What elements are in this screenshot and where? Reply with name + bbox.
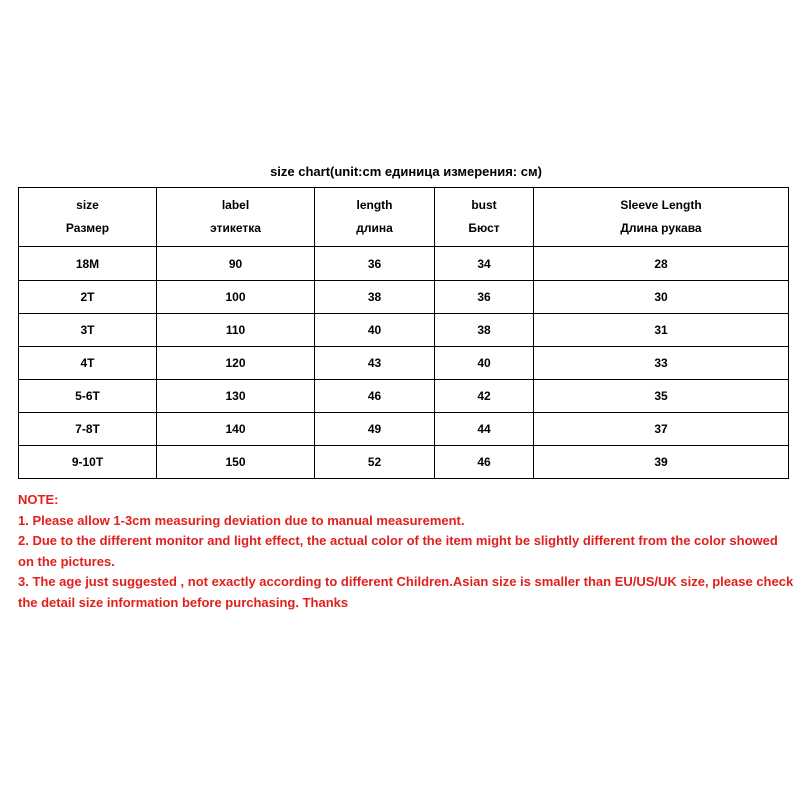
cell-length: 49 bbox=[315, 413, 435, 446]
header-bust bbox=[435, 188, 534, 247]
header-label-en: size bbox=[76, 198, 99, 212]
notes-section bbox=[18, 490, 794, 613]
cell-length: 52 bbox=[315, 446, 435, 479]
table-row bbox=[19, 247, 789, 281]
cell-length: 46 bbox=[315, 380, 435, 413]
header-label-ru: этикетка bbox=[210, 221, 261, 235]
cell-label: 150 bbox=[157, 446, 315, 479]
chart-title: size chart(unit:cm единица измерения: см) bbox=[270, 164, 542, 179]
cell-length: 36 bbox=[315, 247, 435, 281]
cell-label: 120 bbox=[157, 347, 315, 380]
cell-size: 7-8T bbox=[19, 413, 157, 446]
note-item: 3. The age just suggested , not exactly according to different Children.Asian size is smaller than EU/US/UK size, please check the detail size information before purchasing. Thanks bbox=[18, 574, 794, 610]
header-label-en: label bbox=[221, 198, 250, 212]
header-label-ru: длина bbox=[356, 221, 393, 235]
table-row bbox=[19, 281, 789, 314]
table-row bbox=[19, 380, 789, 413]
cell-length: 43 bbox=[315, 347, 435, 380]
cell-bust: 46 bbox=[435, 446, 534, 479]
cell-sleeve-length: 30 bbox=[534, 281, 789, 314]
cell-label: 130 bbox=[157, 380, 315, 413]
cell-bust: 38 bbox=[435, 314, 534, 347]
header-label-ru: Бюст bbox=[468, 221, 500, 235]
cell-size: 3T bbox=[19, 314, 157, 347]
cell-length: 38 bbox=[315, 281, 435, 314]
cell-sleeve-length: 33 bbox=[534, 347, 789, 380]
cell-label: 90 bbox=[157, 247, 315, 281]
table-row bbox=[19, 446, 789, 479]
cell-label: 140 bbox=[157, 413, 315, 446]
header-length bbox=[315, 188, 435, 247]
notes-heading: NOTE: bbox=[18, 492, 59, 507]
cell-size: 5-6T bbox=[19, 380, 157, 413]
cell-label: 110 bbox=[157, 314, 315, 347]
cell-sleeve-length: 35 bbox=[534, 380, 789, 413]
cell-bust: 36 bbox=[435, 281, 534, 314]
cell-label: 100 bbox=[157, 281, 315, 314]
cell-sleeve-length: 31 bbox=[534, 314, 789, 347]
header-label-en: Sleeve Length bbox=[620, 198, 702, 212]
header-sleeve-length bbox=[534, 188, 789, 247]
header-size bbox=[19, 188, 157, 247]
table-header-row bbox=[19, 188, 789, 247]
table-row bbox=[19, 413, 789, 446]
header-label-ru: Размер bbox=[65, 221, 110, 235]
cell-length: 40 bbox=[315, 314, 435, 347]
cell-bust: 42 bbox=[435, 380, 534, 413]
cell-sleeve-length: 39 bbox=[534, 446, 789, 479]
size-table bbox=[18, 187, 789, 479]
cell-size: 9-10T bbox=[19, 446, 157, 479]
cell-bust: 40 bbox=[435, 347, 534, 380]
cell-size: 18M bbox=[19, 247, 157, 281]
table-row bbox=[19, 314, 789, 347]
header-label-ru: Длина рукава bbox=[620, 221, 702, 235]
cell-size: 4T bbox=[19, 347, 157, 380]
cell-sleeve-length: 37 bbox=[534, 413, 789, 446]
cell-size: 2T bbox=[19, 281, 157, 314]
header-label bbox=[157, 188, 315, 247]
cell-sleeve-length: 28 bbox=[534, 247, 789, 281]
cell-bust: 34 bbox=[435, 247, 534, 281]
table-row bbox=[19, 347, 789, 380]
note-item: 1. Please allow 1-3cm measuring deviation due to manual measurement. bbox=[18, 512, 465, 528]
header-label-en: bust bbox=[471, 198, 497, 212]
cell-bust: 44 bbox=[435, 413, 534, 446]
header-label-en: length bbox=[356, 198, 393, 212]
note-item: 2. Due to the different monitor and light effect, the actual color of the item might be slightly different from the color showed on the pictures. bbox=[18, 533, 778, 569]
